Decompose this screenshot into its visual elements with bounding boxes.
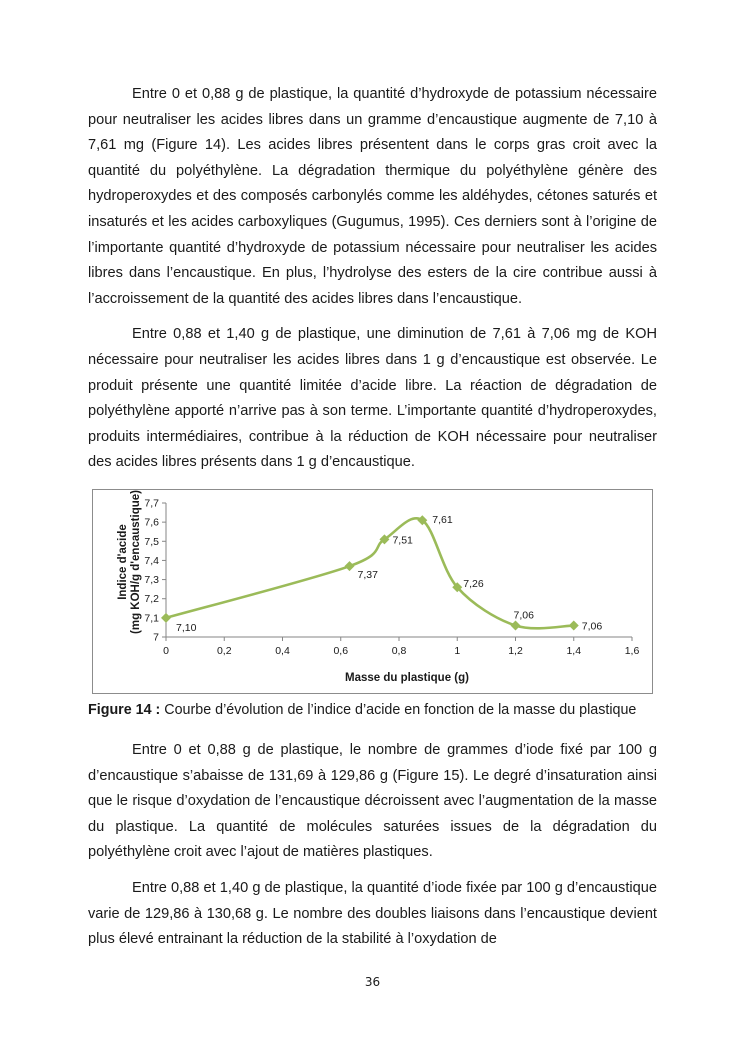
- figure-label: Figure 14 :: [88, 702, 161, 718]
- paragraph-3: Entre 0 et 0,88 g de plastique, le nombre de grammes d’iode fixé par 100 g d’encaustique s’abaisse de 131,69 à 129,86 g (Figure 15). Le degré d’insaturation ainsi que le risque d’oxydation de l’encaustique décroissent avec l’augmentation de la masse du plastique. La quantité de molécules saturées issues de la dégradation du polyéthylène croit avec l’ajout de matières plastiques.: [88, 742, 657, 861]
- paragraph-2: Entre 0,88 et 1,40 g de plastique, une diminution de 7,61 à 7,06 mg de KOH nécessaire pour neutraliser les acides libres dans 1 g d’encaustique est observée. Le produit présente une quantité limitée d’acide libre. La réaction de dégradation de polyéthylène apporté n’arrive pas à son terme. L’importante quantité d’hydroperoxydes, produits intermédiaires, contribue à la réduction de KOH nécessaire pour neutraliser des acides libres présents dans 1 g d’encaustique.: [88, 326, 657, 471]
- paragraph-1: Entre 0 et 0,88 g de plastique, la quantité d’hydroxyde de potassium nécessaire pour neutraliser les acides libres dans un gramme d’encaustique augmente de 7,10 à 7,61 mg (Figure 14). Les acides libres présentent dans le corps gras croit avec la quantité du polyéthylène. La dégradation thermique du polyéthylène génère des hydroperoxydes et des composés carbonylés comme les aldéhydes, cétones saturés et insaturés et les acides carboxyliques (Gugumus, 1995). Ces derniers sont à l’origine de l’importante quantité d’hydroxyde de potassium nécessaire pour neutraliser les acides libres dans l’encaustique. En plus, l’hydrolyse des esters de la cire contribue aussi à l’accroissement de la quantité des acides libres dans l’encaustique.: [88, 86, 657, 307]
- paragraph-4: Entre 0,88 et 1,40 g de plastique, la quantité d’iode fixée par 100 g d’encaustique varie de 129,86 à 130,68 g. Le nombre des doubles liaisons dans l’encaustique devient plus élevé entrainant la réduction de la stabilité à l’oxydation de: [88, 879, 657, 948]
- y-tick-label: 7,5: [144, 535, 159, 548]
- top-text-block: [88, 82, 657, 476]
- x-tick-label: 1,6: [624, 645, 640, 657]
- data-label: 7,10: [176, 621, 197, 634]
- data-label: 7,51: [392, 534, 413, 547]
- x-tick-label: 0,8: [391, 645, 407, 657]
- data-label: 7,37: [357, 569, 378, 582]
- data-label: 7,26: [463, 578, 484, 591]
- data-point: [161, 613, 171, 623]
- x-tick-label: 1,4: [566, 645, 582, 657]
- bottom-text-block: [88, 738, 657, 953]
- x-tick-label: 0,6: [333, 645, 349, 657]
- y-tick-label: 7,2: [144, 593, 159, 606]
- x-tick-label: 0: [163, 645, 169, 657]
- x-tick-label: 0,4: [275, 645, 290, 657]
- data-label: 7,06: [513, 609, 534, 622]
- y-tick-label: 7,1: [144, 612, 159, 625]
- figure-14-chart: [92, 489, 653, 694]
- data-point: [569, 621, 579, 631]
- x-tick-label: 0,2: [216, 645, 232, 657]
- y-axis-title-line2: (mg KOH/g d'encaustique): [130, 490, 142, 634]
- y-tick-label: 7,6: [144, 516, 159, 529]
- data-point: [344, 561, 354, 571]
- chart-svg: [93, 490, 652, 693]
- y-tick-label: 7,3: [144, 574, 159, 587]
- x-tick-label: 1,2: [508, 645, 523, 657]
- y-tick-label: 7,4: [144, 554, 159, 567]
- x-axis-title: Masse du plastique (g): [345, 672, 469, 684]
- y-tick-label: 7: [153, 631, 159, 644]
- data-point: [511, 621, 521, 631]
- data-label: 7,61: [432, 514, 453, 527]
- y-tick-label: 7,7: [144, 497, 159, 510]
- figure-caption: [88, 702, 668, 718]
- figure-caption-text: Courbe d’évolution de l’indice d’acide en fonction de la masse du plastique: [160, 702, 637, 718]
- y-axis-title-line1: Indice d'acide: [117, 524, 129, 600]
- x-tick-label: 1: [454, 645, 461, 657]
- page-number: 36: [364, 975, 381, 989]
- data-label: 7,06: [581, 620, 603, 633]
